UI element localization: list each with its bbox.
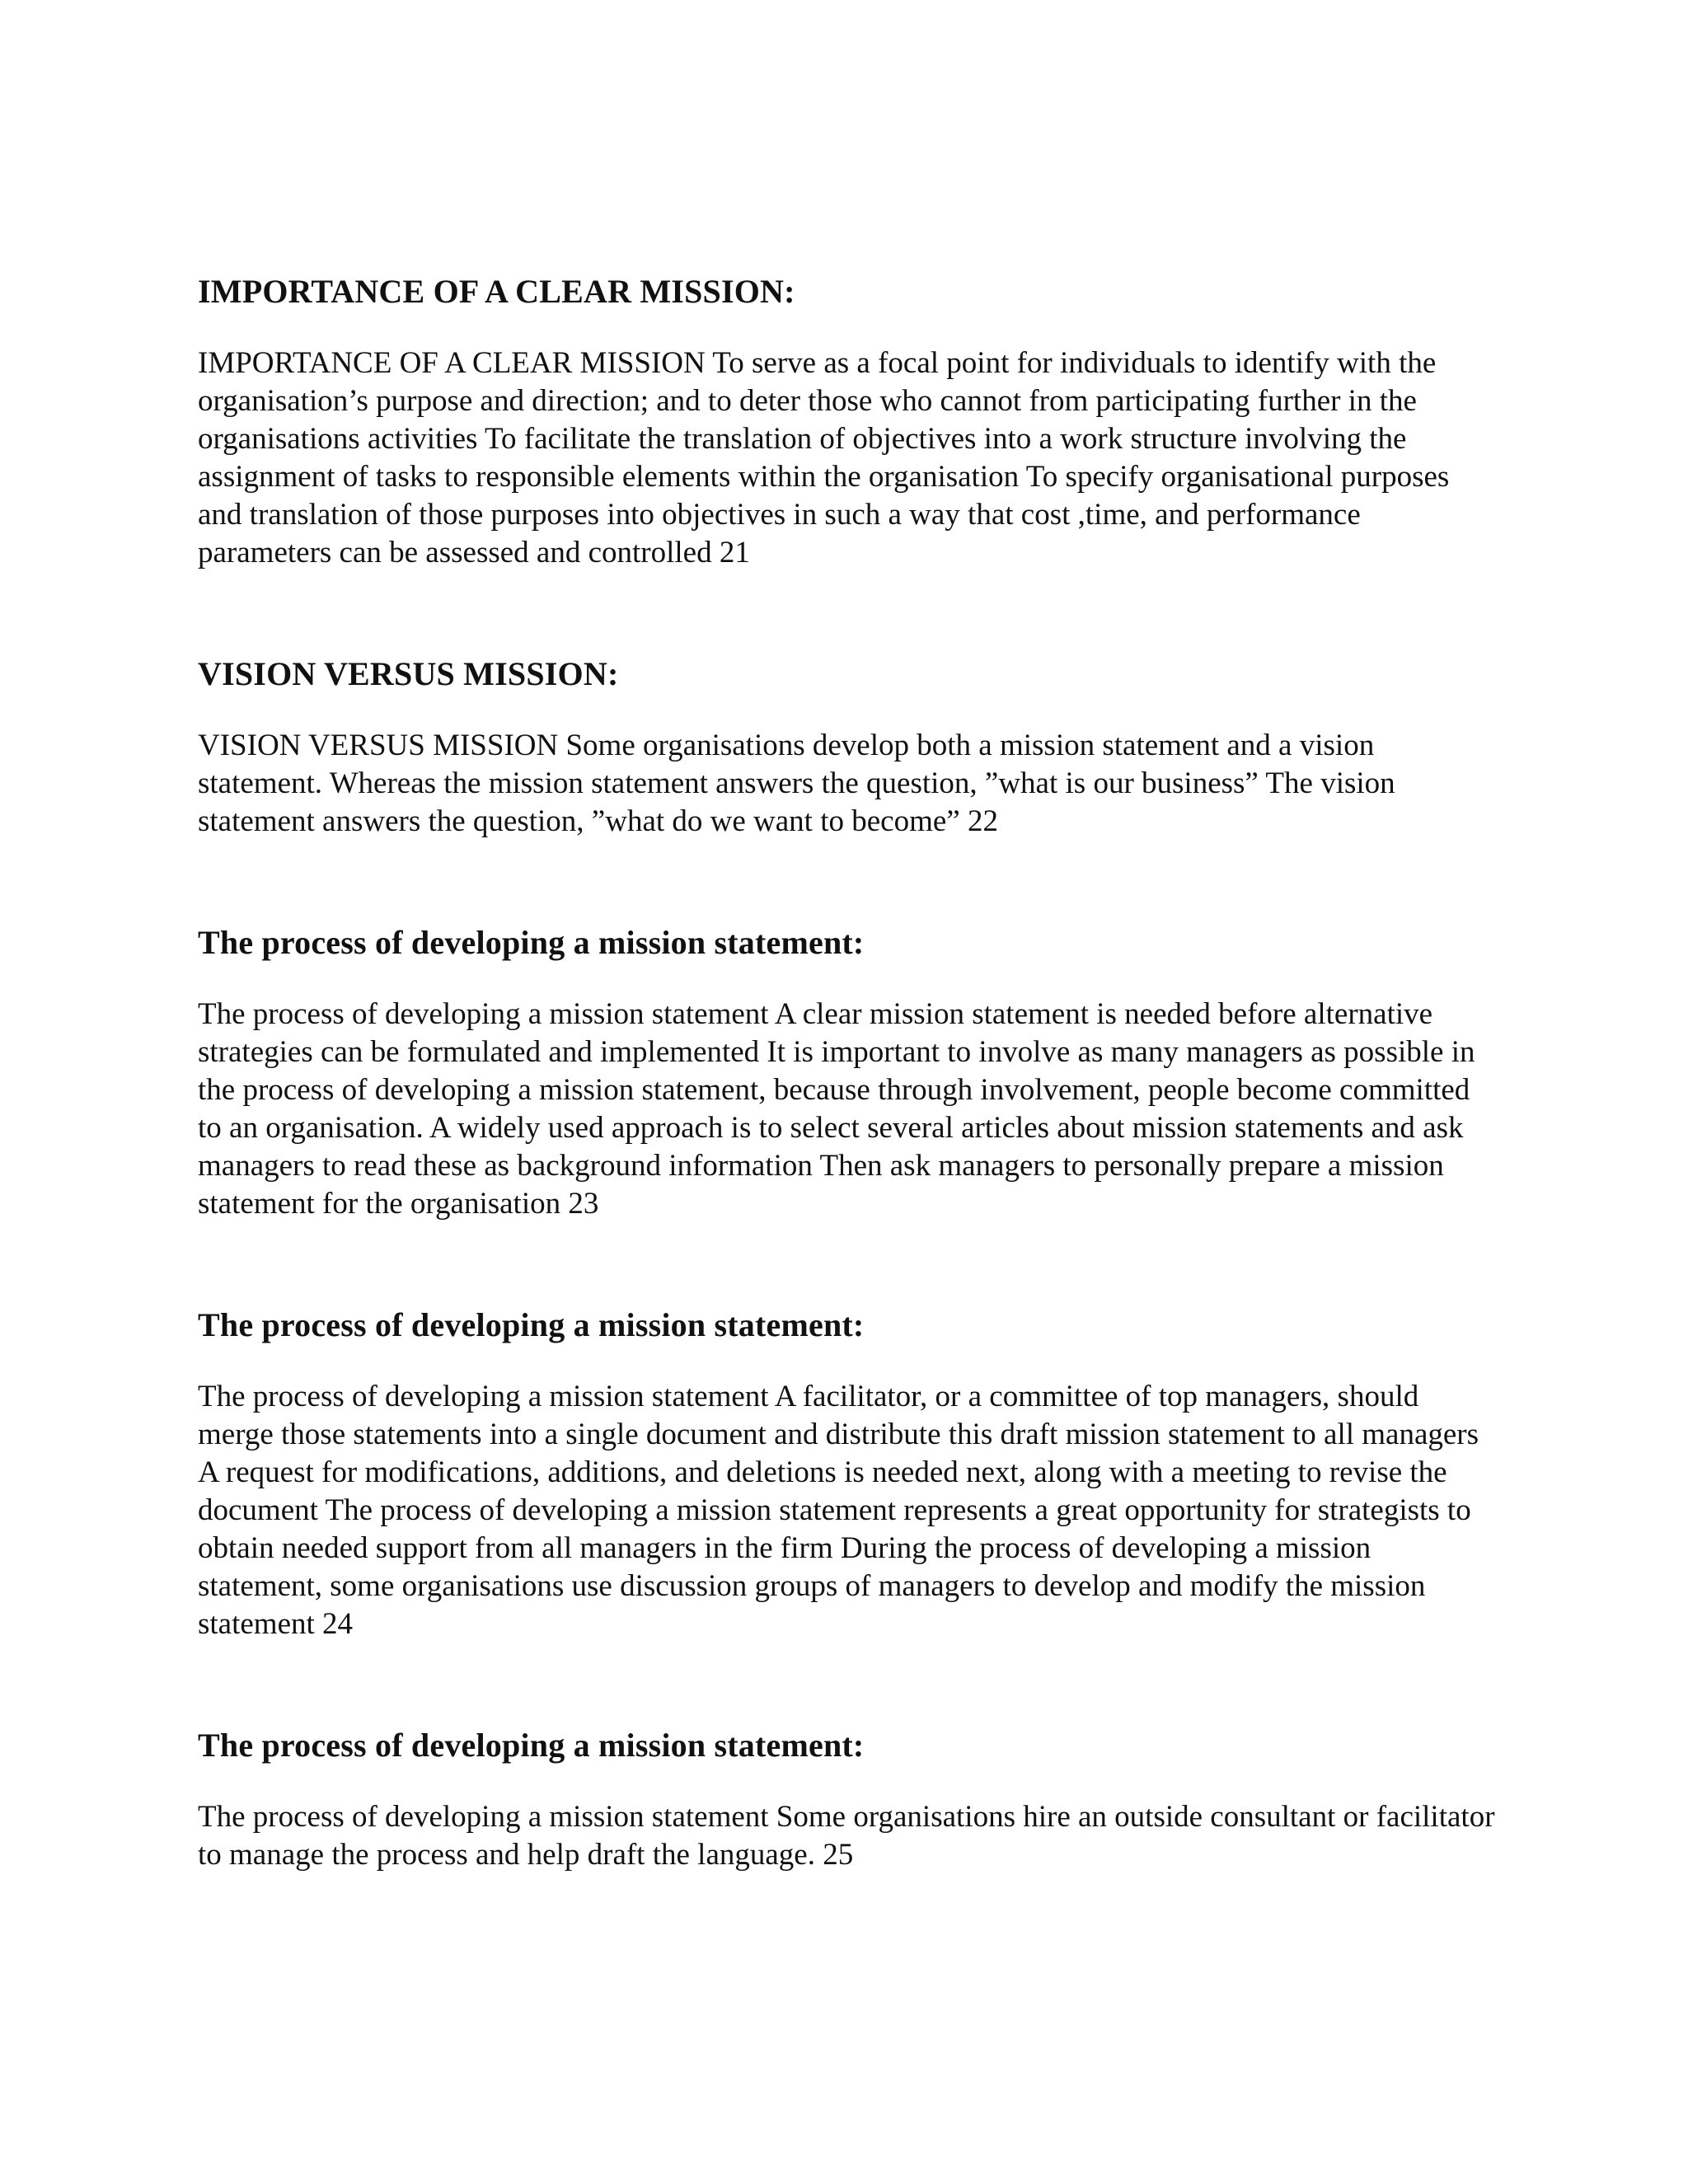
section-vision-versus-mission	[198, 654, 1500, 841]
section-body: The process of developing a mission statement A facilitator, or a committee of top managers, should merge those statements into a single document and distribute this draft mission statement to all managers A request for modifications, additions, and deletions is needed next, along with a meeting to revise the document The process of developing a mission statement represents a great opportunity for strategists to obtain needed support from all managers in the firm During the process of developing a mission statement, some organisations use discussion groups of managers to develop and modify the mission statement 24	[198, 1380, 1479, 1641]
section-heading: IMPORTANCE OF A CLEAR MISSION:	[198, 273, 795, 310]
section-body: The process of developing a mission statement A clear mission statement is needed before alternative strategies can be formulated and implemented It is important to involve as many managers as possible in the process of developing a mission statement, because through involvement, people become committed to an organisation. A widely used approach is to select several articles about mission statements and ask managers to read these as background information Then ask managers to personally prepare a mission statement for the organisation 23	[198, 997, 1475, 1221]
section-developing-mission-statement-2	[198, 1305, 1500, 1643]
section-heading: The process of developing a mission statement:	[198, 924, 865, 961]
section-heading: VISION VERSUS MISSION:	[198, 655, 619, 692]
document-page	[198, 272, 1500, 1874]
section-heading: The process of developing a mission statement:	[198, 1727, 865, 1764]
section-developing-mission-statement-1	[198, 923, 1500, 1223]
section-body: VISION VERSUS MISSION Some organisations develop both a mission statement and a vision statement. Whereas the mission statement answers the question, ”what is our business” The vision statement answers the question, ”what do we want to become” 22	[198, 729, 1395, 838]
section-body: The process of developing a mission statement Some organisations hire an outside consultant or facilitator to manage the process and help draft the language. 25	[198, 1800, 1495, 1872]
section-body: IMPORTANCE OF A CLEAR MISSION To serve as a focal point for individuals to identify with the organisation’s purpose and direction; and to deter those who cannot from participating further in the organisations activities To facilitate the translation of objectives into a work structure involving the assignment of tasks to responsible elements within the organisation To specify organisational purposes and translation of those purposes into objectives in such a way that cost ,time, and performance parameters can be assessed and controlled 21	[198, 346, 1450, 569]
section-heading: The process of developing a mission statement:	[198, 1306, 865, 1343]
section-developing-mission-statement-3	[198, 1726, 1500, 1874]
section-importance-of-clear-mission	[198, 272, 1500, 572]
